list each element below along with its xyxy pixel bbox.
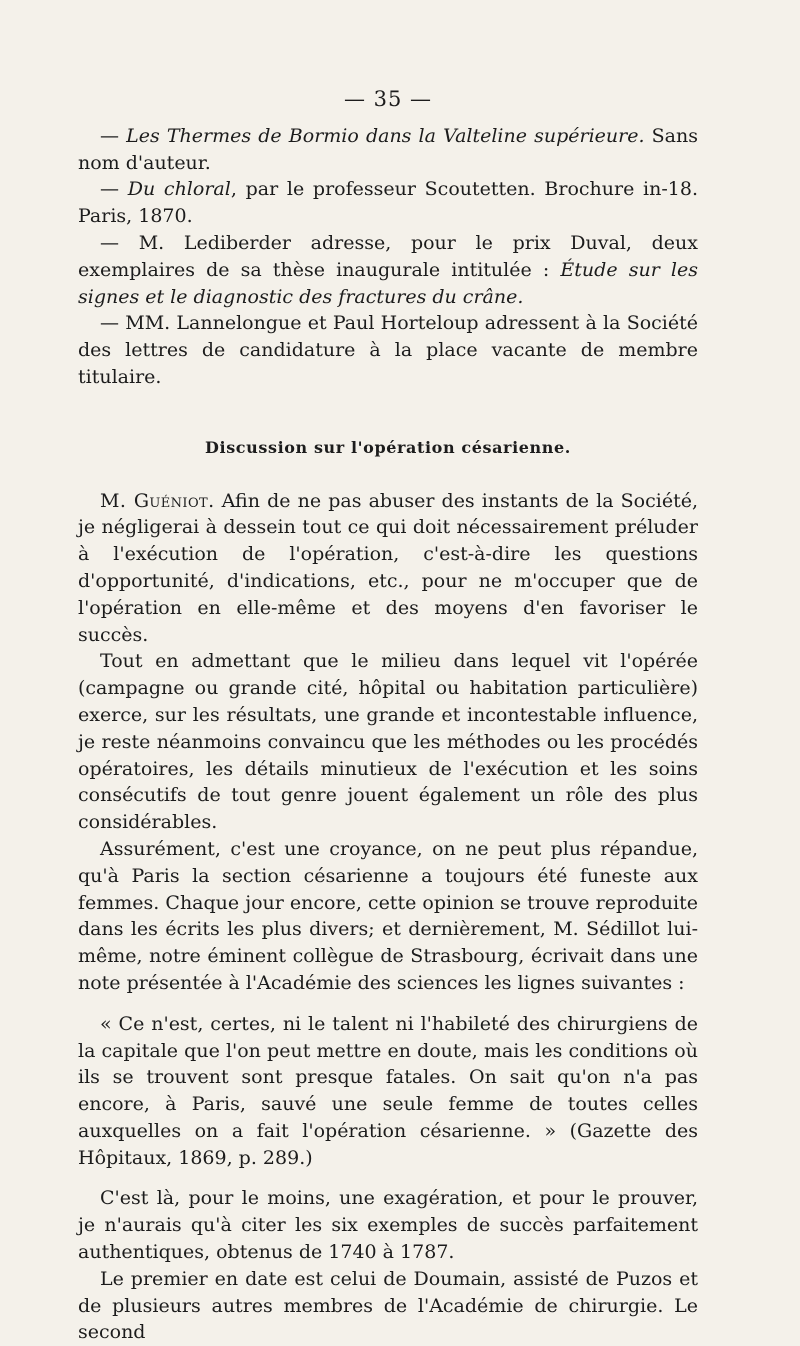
entry-title: Les Thermes de Bormio dans la Valteline supérieure. bbox=[126, 124, 645, 147]
entry-title: Étude sur les signes et le diagnostic des fractures du crâne. bbox=[78, 258, 698, 308]
entry-chloral bbox=[78, 176, 698, 230]
quote-source: Gazette des Hôpitaux bbox=[78, 1119, 698, 1169]
speaker-name: M. Guéniot. bbox=[100, 489, 215, 512]
quote-italic: On sait qu'on n'a pas encore, à Paris, sauvé une seule femme de toutes celles auxquelles on a fait l'opération césarienne. bbox=[78, 1066, 698, 1142]
entry-lead: — M. Lediberder adresse, pour le prix Duval, deux exemplaires de sa thèse inaugurale intitulée : bbox=[78, 231, 698, 281]
paragraph-exageration: C'est là, pour le moins, une exagération, et pour le prouver, je n'aurais qu'à citer les six exemples de succès parfaitement authentiques, obtenus de 1740 à 1787. bbox=[78, 1187, 698, 1264]
entry-prefix: — bbox=[100, 178, 128, 201]
paragraph-text: Afin de ne pas abuser des instants de la Société, je négligerai à dessein tout ce qui doit nécessairement préluder à l'exécution de l'opération, c'est-à-dire les questions d'opportunité, d'indications, etc., pour ne m'occuper que de l'opération en elle-même et des moyens d'en favoriser le succès. bbox=[78, 489, 698, 646]
entry-prefix: — bbox=[100, 124, 127, 147]
paragraph-doumain: Le premier en date est celui de Doumain, assisté de Puzos et de plusieurs autres membres de l'Académie de chirurgie. Le second bbox=[78, 1267, 698, 1344]
quote-mid: » ( bbox=[530, 1119, 578, 1142]
paragraph-croyance: Assurément, c'est une croyance, on ne peut plus répandue, qu'à Paris la section césarienne a toujours été funeste aux femmes. Chaque jour encore, cette opinion se trouve reproduite dans les écrits les plus divers; et dernièrement, M. Sédillot lui-même, notre éminent collègue de Strasbourg, écrivait dans une note présentée à l'Académie des sciences les lignes suivantes : bbox=[78, 837, 698, 994]
entry-lead: — MM. Lannelongue et Paul Horteloup adressent à la Société des lettres de candidature à la place vacante de membre titulaire. bbox=[78, 312, 698, 388]
paragraph-guenot-intro bbox=[78, 488, 698, 649]
paragraph-milieu: Tout en admettant que le milieu dans lequel vit l'opérée (campagne ou grande cité, hôpital ou habitation particulière) exerce, sur les résultats, une grande et incontestable influence, je reste néanmoins convaincu que les méthodes ou les procédés opératoires, les détails minutieux de l'exécution et les soins consécutifs de tout genre jouent également un rôle des plus considérables. bbox=[78, 650, 698, 834]
quotation-sedillot bbox=[78, 1011, 698, 1172]
section-title: Discussion sur l'opération césarienne. bbox=[205, 437, 571, 457]
quote-source-tail: , 1869, p. 289.) bbox=[166, 1146, 313, 1169]
entry-bormio bbox=[78, 123, 698, 177]
entry-tail: Sans nom d'auteur. bbox=[78, 124, 698, 174]
entry-lannelongue bbox=[78, 310, 698, 390]
entry-tail: , par le professeur Scoutetten. Brochure in-18. Paris, 1870. bbox=[78, 178, 698, 228]
entry-lediberder bbox=[78, 230, 698, 310]
quote-lead: « Ce n'est, certes, ni le talent ni l'habileté des chirurgiens de la capitale que l'on peut mettre en doute, mais les conditions où ils se trouvent sont presque fatales. bbox=[78, 1012, 698, 1089]
document-page bbox=[78, 86, 698, 1346]
entry-title: Du chloral bbox=[127, 178, 231, 201]
page-number: — 35 — bbox=[343, 87, 433, 111]
